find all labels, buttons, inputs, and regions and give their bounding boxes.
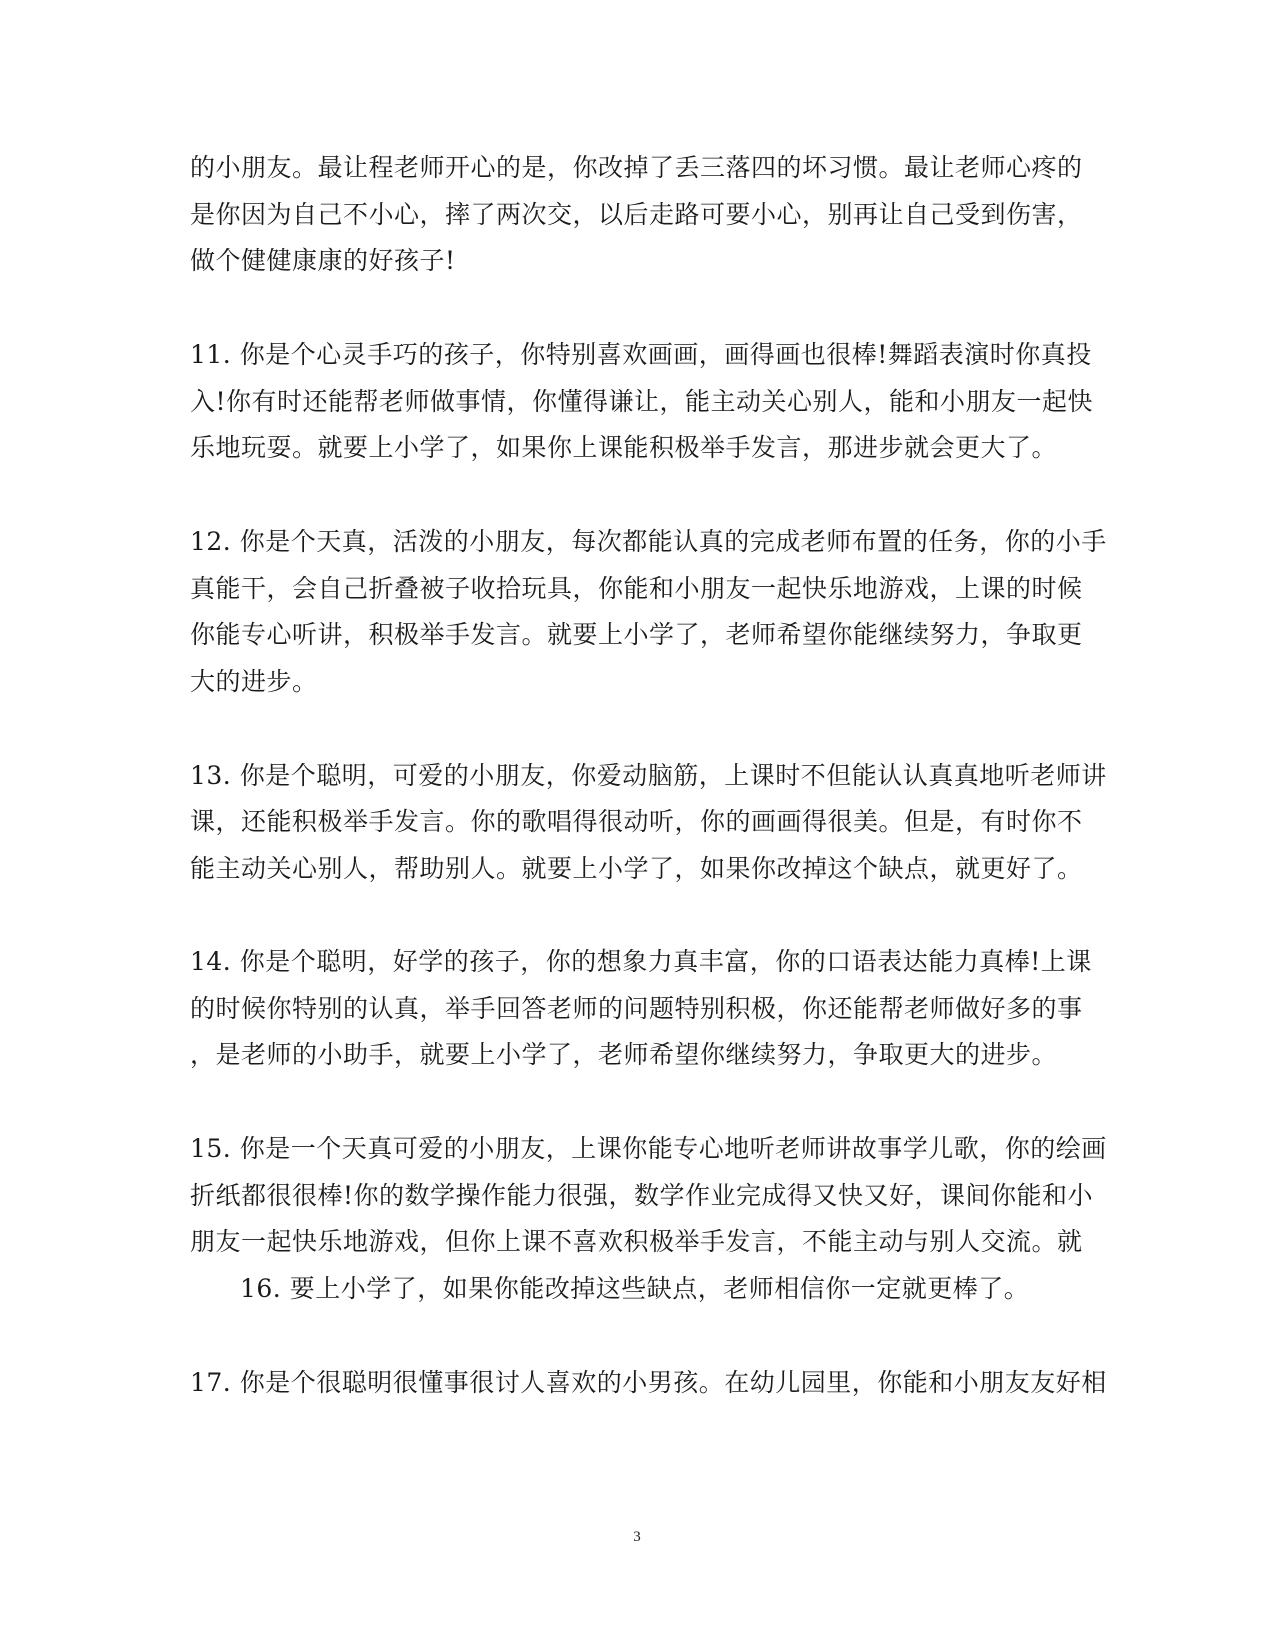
paragraph-12-line: 你能专心听讲，积极举手发言。就要上小学了，老师希望你能继续努力，争取更: [190, 620, 1083, 649]
paragraph-11-line: 11. 你是个心灵手巧的孩子，你特别喜欢画画，画得画也很棒!舞蹈表演时你真投: [190, 340, 1092, 369]
paragraph-13-line: 能主动关心别人，帮助别人。就要上小学了，如果你改掉这个缺点，就更好了。: [190, 854, 1083, 883]
paragraph-14-line: ，是老师的小助手，就要上小学了，老师希望你继续努力，争取更大的进步。: [190, 1040, 1058, 1069]
text-line: 是你因为自己不小心，摔了两次交，以后走路可要小心，别再让自己受到伤害，: [190, 200, 1083, 229]
paragraph-17-line: 17. 你是个很聪明很懂事很讨人喜欢的小男孩。在幼儿园里，你能和小朋友友好相: [190, 1368, 1107, 1397]
paragraph-12-line: 12. 你是个天真，活泼的小朋友，每次都能认真的完成老师布置的任务，你的小手: [190, 527, 1107, 556]
paragraph-12-line: 真能干，会自己折叠被子收拾玩具，你能和小朋友一起快乐地游戏，上课的时候: [190, 574, 1083, 603]
paragraph-14-line: 的时候你特别的认真，举手回答老师的问题特别积极，你还能帮老师做好多的事: [190, 994, 1083, 1023]
paragraph-11-line: 乐地玩耍。就要上小学了，如果你上课能积极举手发言，那进步就会更大了。: [190, 433, 1058, 462]
text-line: 的小朋友。最让程老师开心的是，你改掉了丢三落四的坏习惯。最让老师心疼的: [190, 153, 1083, 182]
paragraph-13-line: 课，还能积极举手发言。你的歌唱得很动听，你的画画得很美。但是，有时你不: [190, 807, 1083, 836]
text-line: 做个健健康康的好孩子!: [190, 246, 456, 275]
paragraph-15-line: 折纸都很很棒!你的数学操作能力很强，数学作业完成得又快又好，课间你能和小: [190, 1181, 1094, 1210]
paragraph-13-line: 13. 你是个聪明，可爱的小朋友，你爱动脑筋，上课时不但能认认真真地听老师讲: [190, 761, 1107, 790]
paragraph-16-line: 16. 要上小学了，如果你能改掉这些缺点，老师相信你一定就更棒了。: [240, 1274, 1030, 1303]
paragraph-15-line: 朋友一起快乐地游戏，但你上课不喜欢积极举手发言，不能主动与别人交流。就: [190, 1227, 1083, 1256]
paragraph-15-line: 15. 你是一个天真可爱的小朋友，上课你能专心地听老师讲故事学儿歌，你的绘画: [190, 1134, 1107, 1163]
page-number: 3: [633, 1529, 641, 1545]
paragraph-11-line: 入!你有时还能帮老师做事情，你懂得谦让，能主动关心别人，能和小朋友一起快: [190, 387, 1094, 416]
paragraph-14-line: 14. 你是个聪明，好学的孩子，你的想象力真丰富，你的口语表达能力真棒!上课: [190, 947, 1092, 976]
paragraph-12-line: 大的进步。: [190, 667, 318, 696]
